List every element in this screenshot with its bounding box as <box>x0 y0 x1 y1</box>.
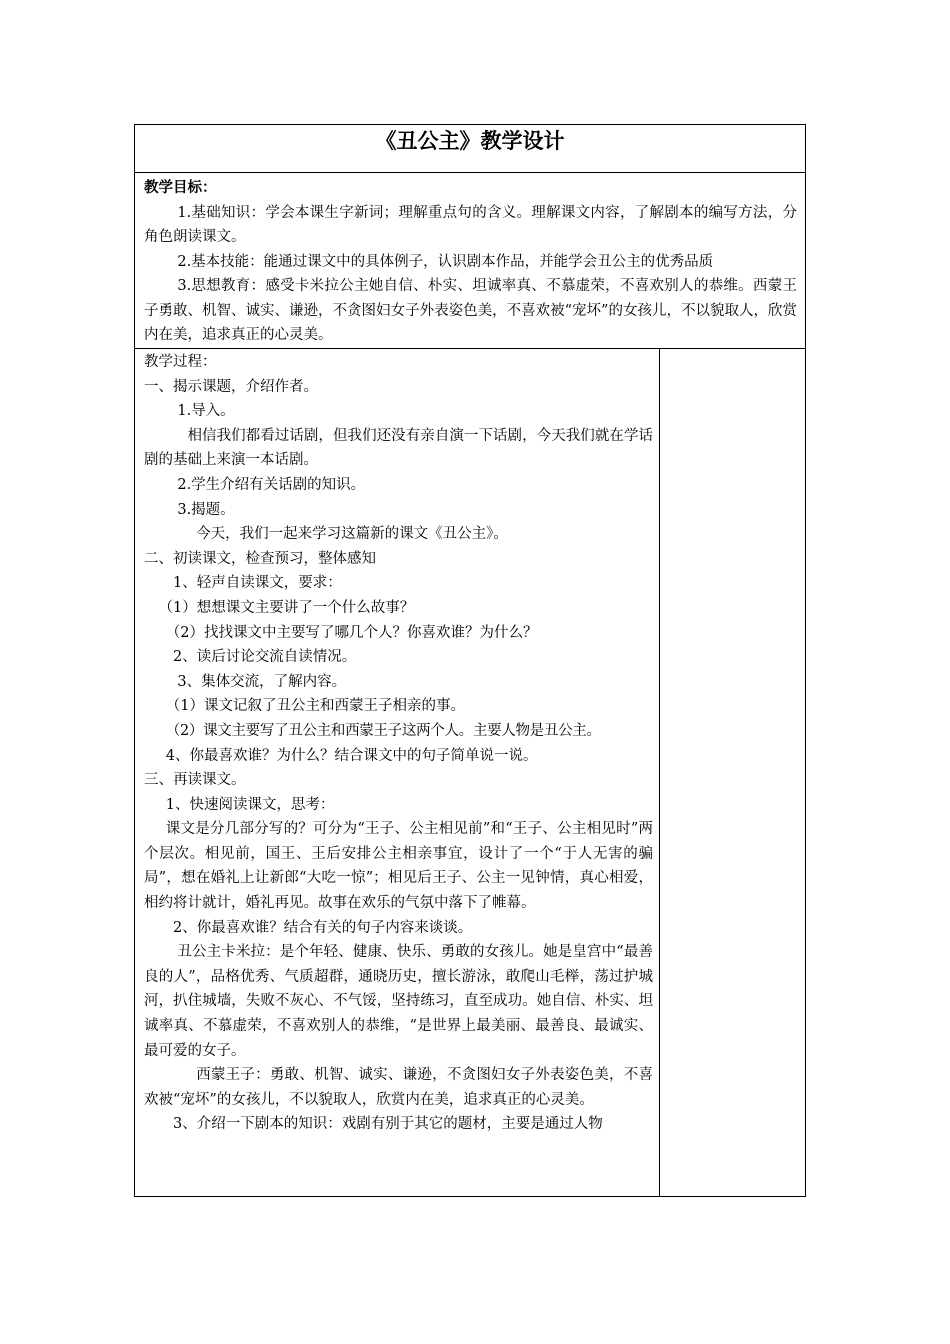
process-line: 1.导入。 <box>177 403 235 420</box>
process-heading: 教学过程： <box>144 354 217 370</box>
goals-heading: 教学目标： <box>144 179 217 196</box>
process-line: 2、读后讨论交流自读情况。 <box>173 649 357 666</box>
teaching-goals-section <box>135 173 805 349</box>
document-title: 《丑公主》教学设计 <box>135 125 805 173</box>
process-line: 今天，我们一起来学习这篇新的课文《丑公主》。 <box>196 526 508 543</box>
process-line: （2）课文主要写了丑公主和西蒙王子这两个人。主要人物是丑公主。 <box>165 722 601 739</box>
process-line: 丑公主卡米拉：是个年轻、健康、快乐、勇敢的女孩儿。她是皇宫中“最善良的人”，品格优秀、气质超群，通晓历史，擅长游泳，敢爬山毛榉，荡过护城河，扒住城墙，失败不灰心、不气馁，坚持练习，直至成功。她自信、朴实、坦诚率真、不慕虚荣，不喜欢别人的恭维，“是世界上最美丽、最善良、最诚实、最可爱的女子。 <box>144 944 653 1059</box>
process-line: 相信我们都看过话剧，但我们还没有亲自演一下话剧，今天我们就在学话剧的基础上来演一本话剧。 <box>144 427 653 469</box>
lesson-plan-table <box>134 124 806 1197</box>
process-line: 一、揭示课题，介绍作者。 <box>144 378 318 395</box>
goal-item-3: 3.思想教育：感受卡米拉公主她自信、朴实、坦诚率真、不慕虚荣，不喜欢别人的恭维。西蒙王子勇敢、机智、诚实、谦逊，不贪图妇女子外表姿色美，不喜欢被“宠坏”的女孩儿，不以貌取人，欣赏内在美，追求真正的心灵美。 <box>144 278 797 343</box>
process-line: 二、初读课文，检查预习，整体感知 <box>144 550 376 567</box>
process-line: （1）想想课文主要讲了一个什么故事？ <box>158 599 415 616</box>
process-line: （1）课文记叙了丑公主和西蒙王子相亲的事。 <box>165 698 465 715</box>
process-line: 1、轻声自读课文，要求： <box>173 575 342 592</box>
process-line: 三、再读课文。 <box>144 772 246 789</box>
process-line: 课文是分几部分写的？可分为“王子、公主相见前”和“王子、公主相见时”两个层次。相见前，国王、王后安排公主相亲事宜，设计了一个“于人无害的骗局”，想在婚礼上让新郎“大吃一惊”；相见后王子、公主一见钟情，真心相爱，相约将计就计，婚礼再见。故事在欢乐的气氛中落下了帷幕。 <box>144 821 653 912</box>
process-line: 2.学生介绍有关话剧的知识。 <box>177 476 366 493</box>
process-line: 3、介绍一下剧本的知识：戏剧有别于其它的题材，主要是通过人物 <box>173 1116 603 1133</box>
process-line: 3、集体交流，了解内容。 <box>177 673 347 690</box>
process-line: 1、快速阅读课文，思考： <box>165 796 335 813</box>
process-line: （2）找找课文中主要写了哪几个人？你喜欢谁？为什么？ <box>165 624 538 641</box>
notes-column <box>660 349 805 1197</box>
process-line: 3.揭题。 <box>177 501 235 518</box>
process-line: 4、你最喜欢谁？为什么？结合课文中的句子简单说一说。 <box>165 747 538 764</box>
process-line: 西蒙王子：勇敢、机智、诚实、谦逊，不贪图妇女子外表姿色美，不喜欢被“宠坏”的女孩儿，不以貌取人，欣赏内在美，追求真正的心灵美。 <box>144 1067 653 1108</box>
goal-item-2: 2.基本技能：能通过课文中的具体例子，认识剧本作品，并能学会丑公主的优秀品质 <box>177 253 714 270</box>
goal-item-1: 1.基础知识：学会本课生字新词；理解重点句的含义。理解课文内容，了解剧本的编写方法，分角色朗读课文。 <box>144 204 797 245</box>
teaching-process-section <box>135 349 660 1197</box>
process-line: 2、你最喜欢谁？结合有关的句子内容来谈谈。 <box>173 919 473 936</box>
